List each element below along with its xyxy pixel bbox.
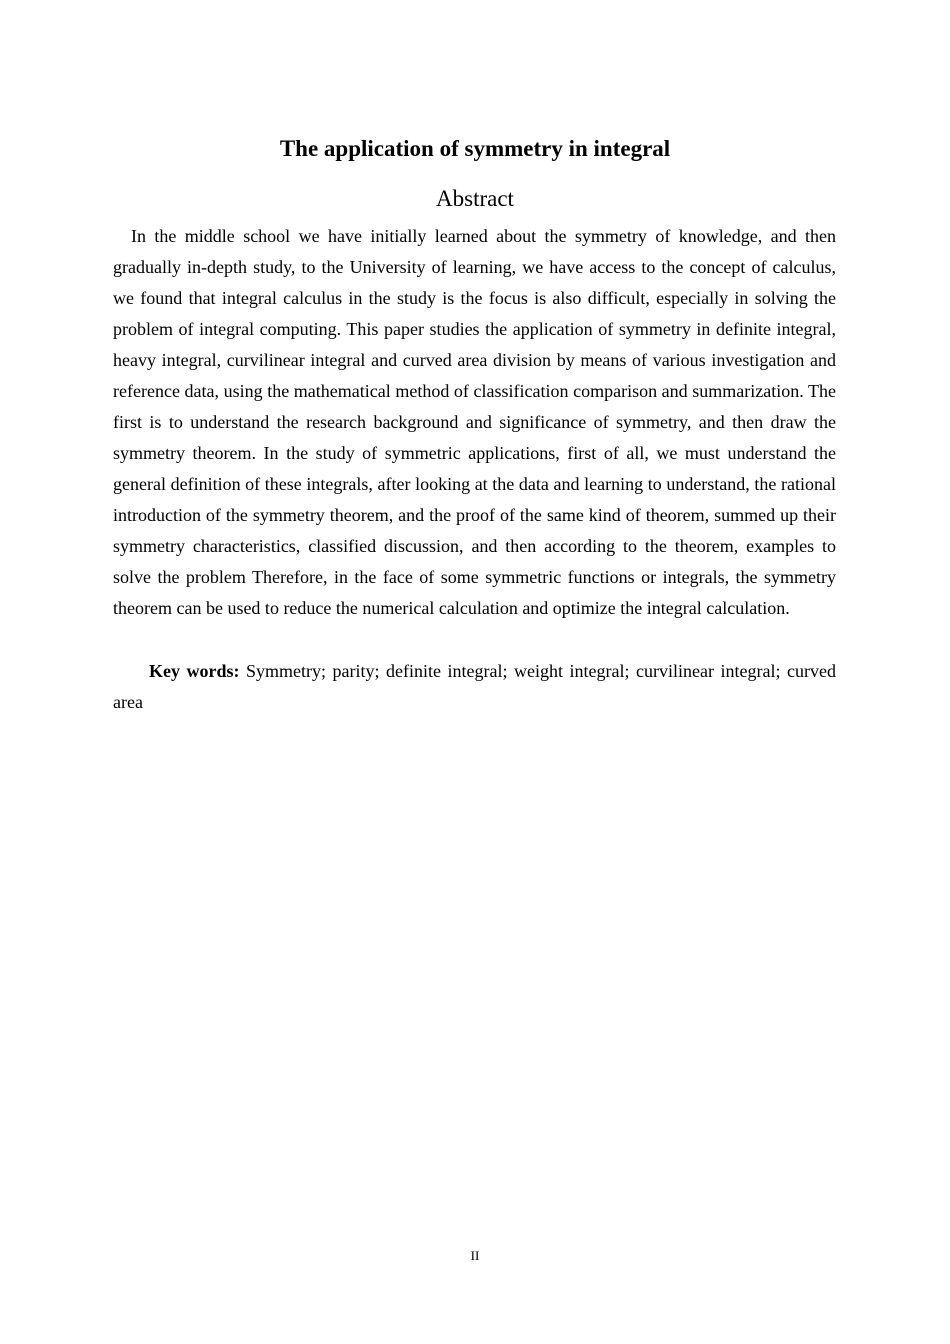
abstract-heading: Abstract [436,186,514,211]
page-number: II [470,1248,480,1263]
keywords-label: Key words: [149,661,240,681]
paper-title: The application of symmetry in integral [279,136,671,161]
keywords-list: Symmetry; parity; definite integral; weight integral; curvilinear integral; curved area [113,661,836,712]
keywords-paragraph [113,656,836,718]
abstract-paragraph: In the middle school we have initially learned about the symmetry of knowledge, and then gradually in-depth study, to the University of learning, we have access to the concept of calculus, we found that integral calculus in the study is the focus is also difficult, especially in solving the problem of integral computing. This paper studies the application of symmetry in definite integral, heavy integral, curvilinear integral and curved area division by means of various investigation and reference data, using the mathematical method of classification comparison and summarization. The first is to understand the research background and significance of symmetry, and then draw the symmetry theorem. In the study of symmetric applications, first of all, we must understand the general definition of these integrals, after looking at the data and learning to understand, the rational introduction of the symmetry theorem, and the proof of the same kind of theorem, summed up their symmetry characteristics, classified discussion, and then according to the theorem, examples to solve the problem Therefore, in the face of some symmetric functions or integrals, the symmetry theorem can be used to reduce the numerical calculation and optimize the integral calculation. [113,226,836,618]
